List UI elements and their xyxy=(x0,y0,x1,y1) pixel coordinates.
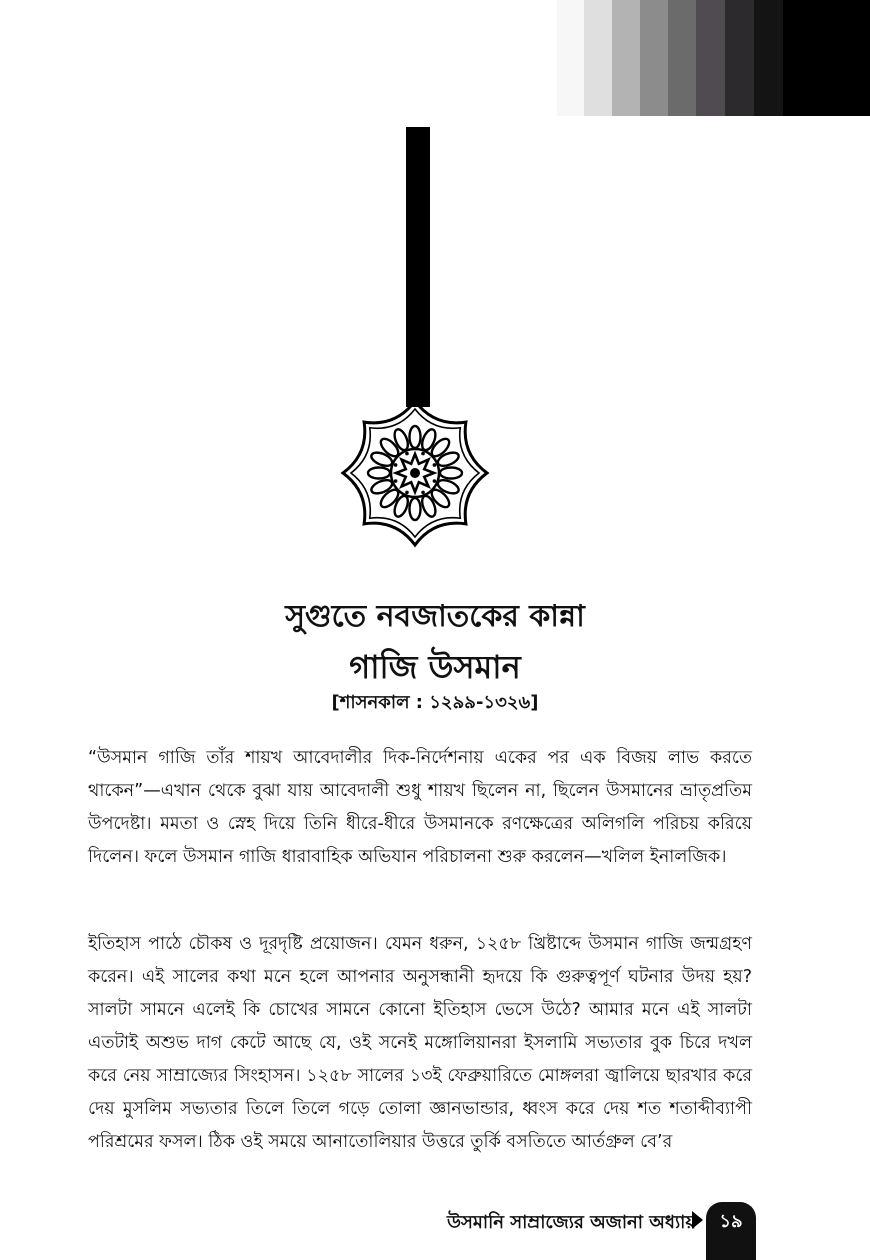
gray-swatch xyxy=(783,0,870,116)
grayscale-color-bar xyxy=(557,0,870,116)
gray-swatch xyxy=(725,0,754,116)
reign-period: [শাসনকাল : ১২৯৯-১৩২৬] xyxy=(331,692,539,713)
triangle-right-icon xyxy=(692,1211,703,1229)
gray-swatch xyxy=(640,0,668,116)
gray-swatch xyxy=(557,0,584,116)
gray-swatch xyxy=(696,0,725,116)
gray-swatch xyxy=(754,0,783,116)
chapter-title: গাজি উসমান xyxy=(349,648,521,686)
page-number: ১৯ xyxy=(706,1202,756,1260)
gray-swatch xyxy=(612,0,640,116)
body-paragraph-2: ইতিহাস পাঠে চৌকষ ও দূরদৃষ্টি প্রয়োজন। যেমন ধরুন, ১২৫৮ খ্রিষ্টাব্দে উসমান গাজি জন্মগ্রহণ করেন। এই সালের কথা মনে হলে আপনার অনুসন্ধানী হৃদয়ে কি গুরুত্বপূর্ণ ঘটনার উদয় হয়? সালটা সামনে এলেই কি চোখের সামনে কোনো ইতিহাস ভেসে উঠে? আমার মনে এই সালটা এতটাই অশুভ দাগ কেটে আছে যে, ওই সনেই মঙ্গোলিয়ানরা ইসলামি সভ্যতার বুক চিরে দখল করে নেয় সাম্রাজ্যের সিংহাসন। ১২৫৮ সালের ১৩ই ফেব্রুয়ারিতে মোঙ্গলরা জ্বালিয়ে ছারখার করে দেয় মুসলিম সভ্যতার তিলে তিলে গড়ে তোলা জ্ঞানভান্ডার, ধ্বংস করে দেয় শত শতাব্দীব্যাপী পরিশ্রমের ফসল। ঠিক ওই সময়ে আনাতোলিয়ার উত্তরে তুর্কি বসতিতে আর্তগ্রুল বে’র xyxy=(88,934,752,1152)
gray-swatch xyxy=(584,0,612,116)
chapter-subtitle: সুগুতে নবজাতকের কান্না xyxy=(285,599,585,634)
running-footer-title: উসমানি সাম্রাজ্যের অজানা অধ্যায় xyxy=(446,1212,696,1233)
gray-swatch xyxy=(668,0,696,116)
mandala-ornament-icon xyxy=(340,398,490,548)
decorative-vertical-bar xyxy=(406,127,430,407)
body-paragraph-1: “উসমান গাজি তাঁর শায়খ আবেদালীর দিক-নির্দেশনায় একের পর এক বিজয় লাভ করতে থাকেন”—এখান থেকে বুঝা যায় আবেদালী শুধু শায়খ ছিলেন না, ছিলেন উসমানের ভ্রাতৃপ্রতিম উপদেষ্টা। মমতা ও স্নেহ দিয়ে তিনি ধীরে-ধীরে উসমানকে রণক্ষেত্রের অলিগলি পরিচয় করিয়ে দিলেন। ফলে উসমান গাজি ধারাবাহিক অভিযান পরিচালনা শুরু করলেন—খলিল ইনালজিক। xyxy=(88,748,752,867)
